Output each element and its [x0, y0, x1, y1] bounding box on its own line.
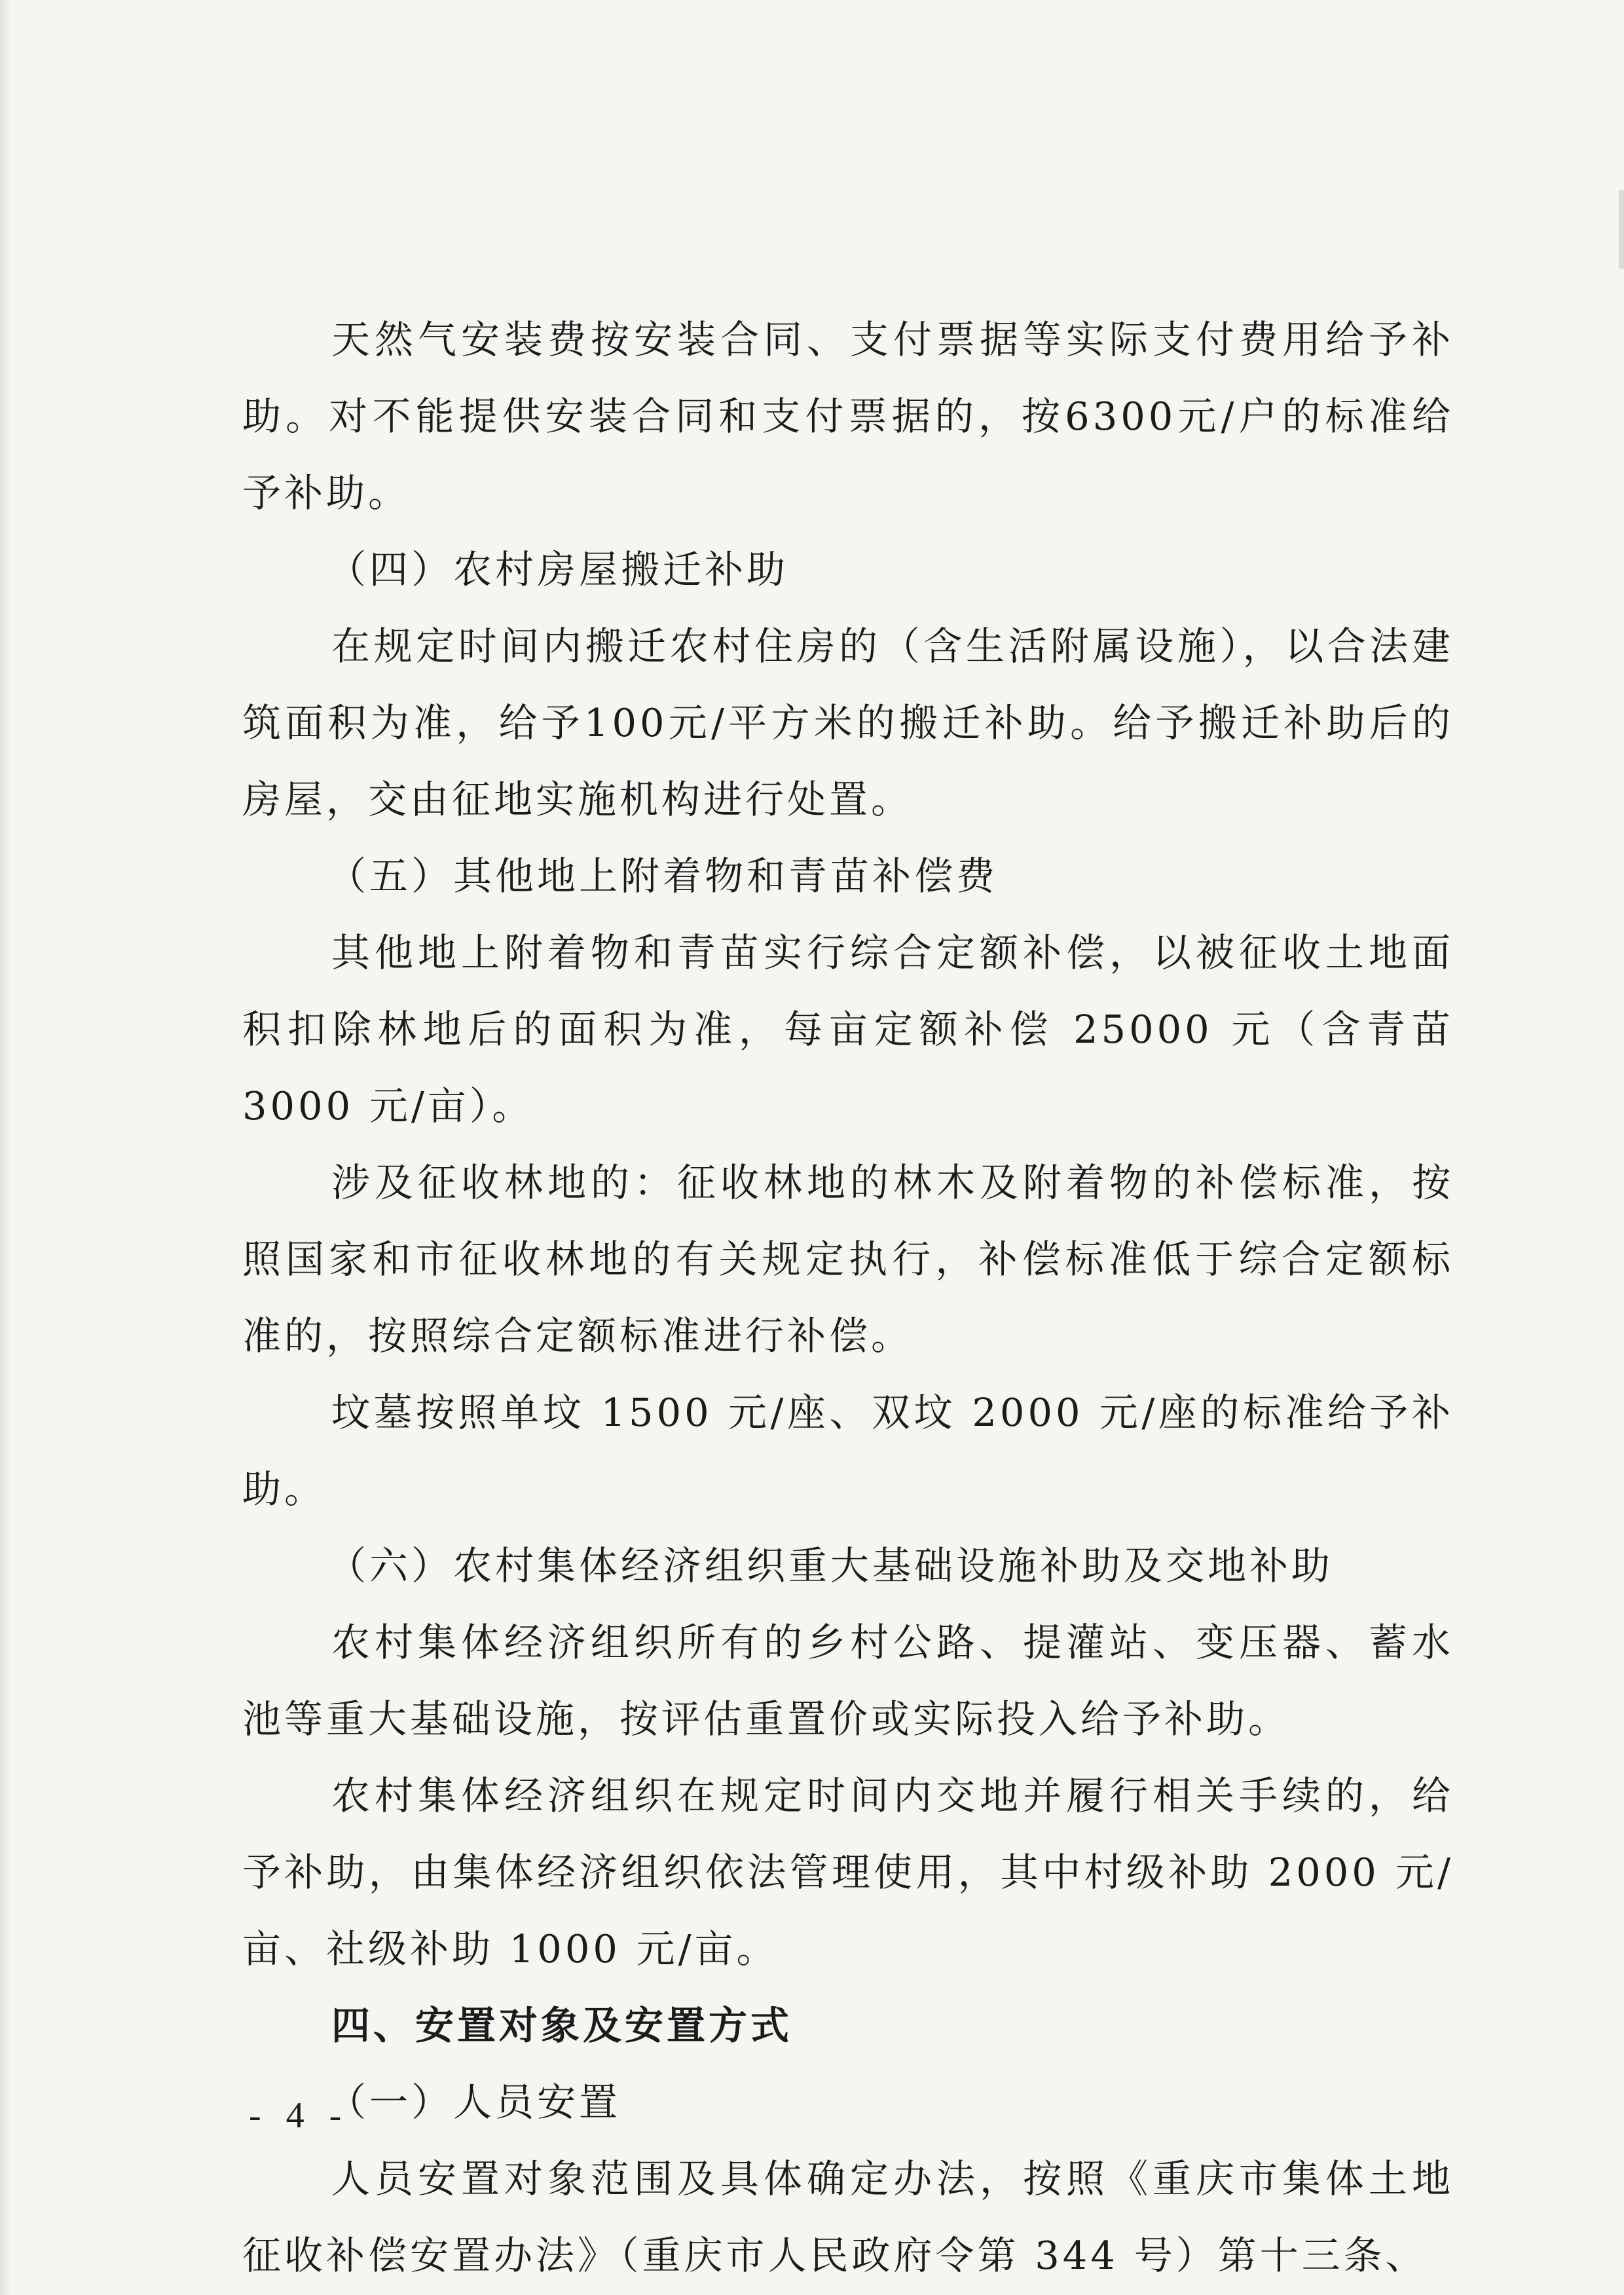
page-number: - 4 - [249, 2095, 350, 2136]
section-heading-resettlement: 四、安置对象及安置方式 [331, 2003, 793, 2048]
subheading-personnel-resettlement: （一）人员安置 [327, 2080, 621, 2125]
paragraph-infrastructure-subsidy: 农村集体经济组织所有的乡村公路、提灌站、变压器、蓄水池等重大基础设施，按评估重置价或实际投入给予补助。 [242, 1620, 1454, 1742]
paragraph-gas-installation-subsidy: 天然气安装费按安装合同、支付票据等实际支付费用给予补助。对不能提供安装合同和支付票据的，按6300元/户的标准给予补助。 [242, 317, 1454, 515]
subheading-collective-infrastructure: （六）农村集体经济组织重大基础设施补助及交地补助 [327, 1543, 1334, 1588]
paragraph-land-handover-subsidy: 农村集体经济组织在规定时间内交地并履行相关手续的，给予补助，由集体经济组织依法管理使用，其中村级补助 2000 元/亩、社级补助 1000 元/亩。 [242, 1773, 1454, 1971]
paragraph-forest-land: 涉及征收林地的：征收林地的林木及附着物的补偿标准，按照国家和市征收林地的有关规定执行，补偿标准低于综合定额标准的，按照综合定额标准进行补偿。 [242, 1160, 1454, 1358]
document-body [242, 301, 1454, 2294]
subheading-attachments-and-crops: （五）其他地上附着物和青苗补偿费 [327, 853, 999, 899]
scan-edge-mark [1619, 190, 1624, 269]
subheading-rural-house-relocation: （四）农村房屋搬迁补助 [327, 547, 789, 592]
paragraph-fixed-compensation: 其他地上附着物和青苗实行综合定额补偿，以被征收土地面积扣除林地后的面积为准，每亩定额补偿 25000 元（含青苗 3000 元/亩）。 [242, 930, 1454, 1129]
scan-edge-shadow [0, 0, 12, 2295]
paragraph-graves: 坟墓按照单坟 1500 元/座、双坟 2000 元/座的标准给予补助。 [242, 1390, 1454, 1512]
paragraph-relocation-subsidy: 在规定时间内搬迁农村住房的（含生活附属设施），以合法建筑面积为准，给予100元/平方米的搬迁补助。给予搬迁补助后的房屋，交由征地实施机构进行处置。 [242, 624, 1454, 822]
paragraph-resettlement-scope: 人员安置对象范围及具体确定办法，按照《重庆市集体土地征收补偿安置办法》（重庆市人民政府令第 344 号）第十三条、 [242, 2156, 1454, 2278]
